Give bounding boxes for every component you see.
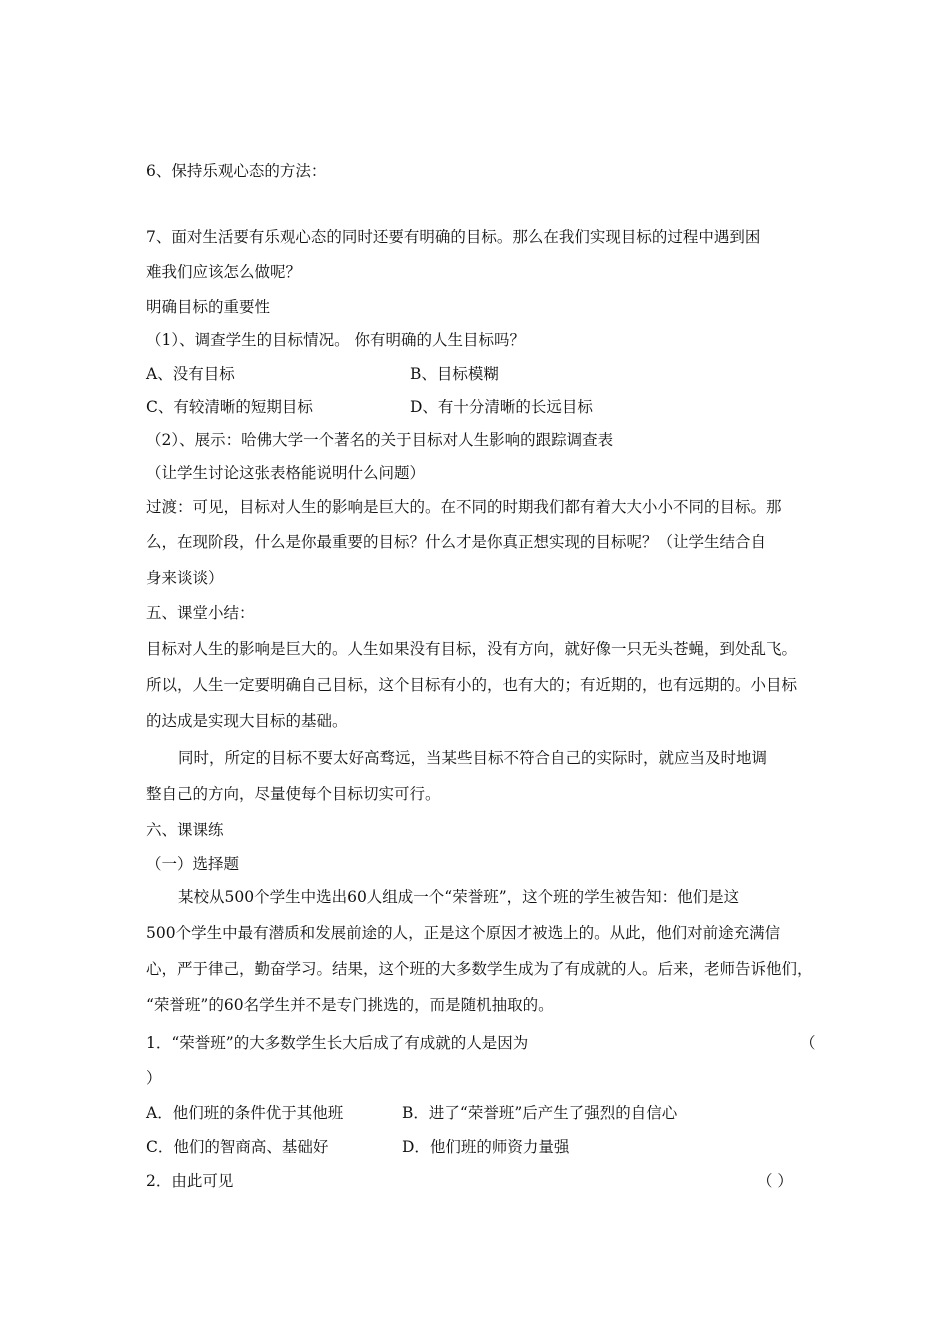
discussion-line: （让学生讨论这张表格能说明什么问题） (146, 464, 426, 482)
item-7-line-2: 难我们应该怎么做呢？ (146, 263, 302, 281)
survey-question: （1）、调查学生的目标情况。 你有明确的人生目标吗？ (146, 331, 526, 349)
harvard-survey-line: （2）、展示：哈佛大学一个著名的关于目标对人生影响的跟踪调查表 (146, 431, 614, 449)
option-a: A、没有目标 (146, 365, 235, 383)
item-7-line-1: 7、面对生活要有乐观心态的同时还要有明确的目标。那么在我们实现目标的过程中遇到困 (146, 228, 761, 246)
q1-option-a: A．他们班的条件优于其他班 (146, 1104, 344, 1122)
question-1-answer-open: （ (800, 1034, 816, 1052)
option-b: B、目标模糊 (410, 365, 499, 383)
summary-line-2: 所以，人生一定要明确自己目标，这个目标有小的，也有大的；有近期的，也有远期的。小目标 (146, 676, 798, 694)
question-2: 2．由此可见 (146, 1172, 234, 1190)
transition-line-3: 身来谈谈） (146, 569, 224, 587)
q1-option-c: C．他们的智商高、基础好 (146, 1138, 329, 1156)
question-1: 1．“荣誉班”的大多数学生长大后成了有成就的人是因为 (146, 1034, 529, 1052)
question-2-answer-blank: （ ） (757, 1172, 793, 1190)
option-d: D、有十分清晰的长远目标 (410, 398, 593, 416)
summary-line-3: 的达成是实现大目标的基础。 (146, 712, 348, 730)
q1-option-b: B．进了“荣誉班”后产生了强烈的自信心 (402, 1104, 678, 1122)
passage-line-1: 某校从500个学生中选出60人组成一个“荣誉班”，这个班的学生被告知：他们是这 (178, 888, 740, 906)
summary-line-5: 整自己的方向，尽量使每个目标切实可行。 (146, 785, 441, 803)
choice-section-heading: （一）选择题 (146, 855, 240, 873)
summary-line-1: 目标对人生的影响是巨大的。人生如果没有目标，没有方向，就好像一只无头苍蝇，到处乱飞。 (146, 640, 798, 658)
passage-line-3: 心，严于律己，勤奋学习。结果，这个班的大多数学生成为了有成就的人。后来，老师告诉他们， (146, 960, 813, 978)
passage-line-4: “荣誉班”的60名学生并不是专门挑选的，而是随机抽取的。 (146, 996, 554, 1014)
section-6-heading: 六、课课练 (146, 821, 224, 839)
transition-line-1: 过渡：可见，目标对人生的影响是巨大的。在不同的时期我们都有着大大小小不同的目标。那 (146, 498, 782, 516)
transition-line-2: 么，在现阶段，什么是你最重要的目标？什么才是你真正想实现的目标呢？（让学生结合自 (146, 533, 767, 551)
item-6-heading: 6、保持乐观心态的方法： (146, 162, 327, 180)
passage-line-2: 500个学生中最有潜质和发展前途的人，正是这个原因才被选上的。从此，他们对前途充满信 (146, 924, 781, 942)
option-c: C、有较清晰的短期目标 (146, 398, 313, 416)
q1-option-d: D．他们班的师资力量强 (402, 1138, 570, 1156)
goal-importance-heading: 明确目标的重要性 (146, 298, 271, 316)
summary-line-4: 同时，所定的目标不要太好高骛远，当某些目标不符合自己的实际时，就应当及时地调 (178, 749, 768, 767)
question-1-answer-close: ） (146, 1069, 162, 1087)
section-5-heading: 五、课堂小结： (146, 604, 255, 622)
